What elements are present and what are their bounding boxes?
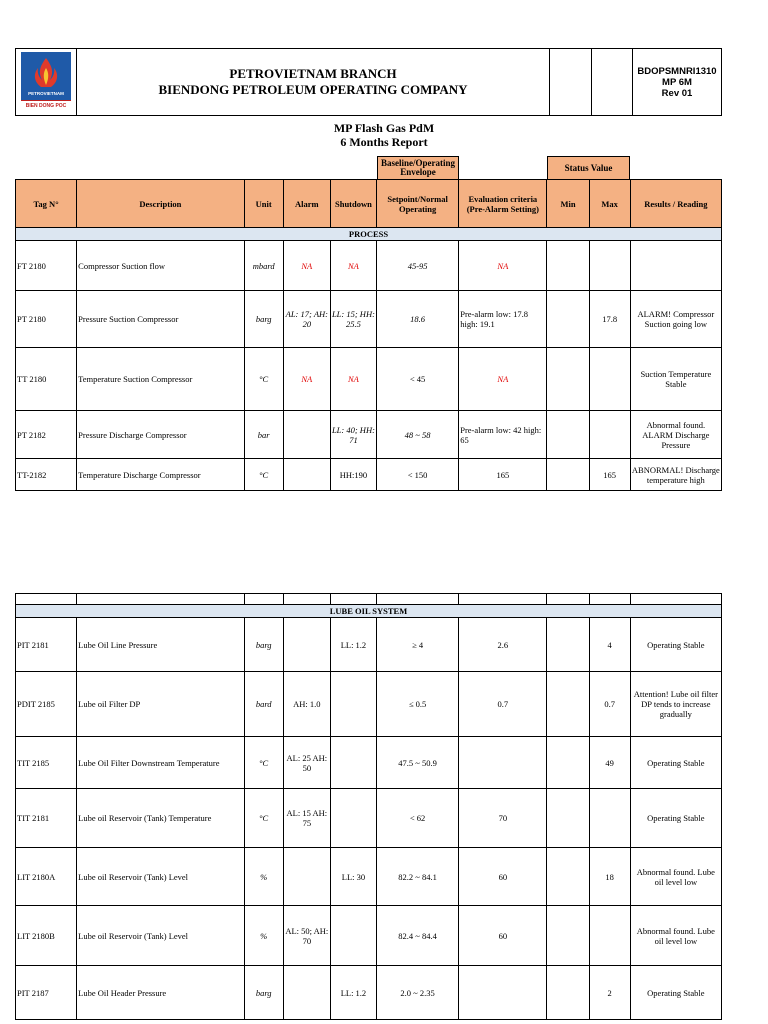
unit-cell: bar (244, 411, 283, 459)
alarm-cell: AL: 25 AH: 50 (283, 737, 330, 789)
doc-revision: Rev 01 (661, 87, 693, 99)
tag-cell: TT 2180 (16, 348, 77, 411)
table-row (16, 848, 722, 906)
shutdown-cell: NA (330, 241, 376, 291)
table-row (16, 241, 722, 291)
section-label-process: PROCESS (16, 228, 722, 241)
description-cell: Lube Oil Filter Downstream Temperature (77, 737, 244, 789)
result-cell: ABNORMAL! Discharge temperature high (630, 459, 721, 491)
evaluation-cell: 60 (459, 848, 547, 906)
description-cell: Pressure Suction Compressor (77, 291, 244, 348)
unit-cell: % (244, 848, 283, 906)
evaluation-cell: Pre-alarm low: 17.8 high: 19.1 (459, 291, 547, 348)
shutdown-cell: LL: 15; HH: 25.5 (330, 291, 376, 348)
evaluation-cell: NA (459, 241, 547, 291)
col-description: Description (77, 180, 244, 228)
min-cell (547, 291, 589, 348)
result-cell: Operating Stable (630, 737, 721, 789)
result-cell: Abnormal found. ALARM Discharge Pressure (630, 411, 721, 459)
max-cell: 18 (589, 848, 630, 906)
col-results: Results / Reading (630, 180, 721, 228)
alarm-cell: NA (283, 348, 330, 411)
company-name (77, 49, 550, 116)
header-blank-1 (550, 49, 592, 116)
alarm-cell (283, 459, 330, 491)
result-cell: Abnormal found. Lube oil level low (630, 848, 721, 906)
description-cell: Lube Oil Line Pressure (77, 618, 244, 672)
min-cell (547, 348, 589, 411)
tag-cell: PIT 2187 (16, 966, 77, 1020)
min-cell (547, 411, 589, 459)
section-row-lube-oil (16, 605, 722, 618)
description-cell: Lube oil Reservoir (Tank) Temperature (77, 789, 244, 848)
evaluation-cell: Pre-alarm low: 42 high: 65 (459, 411, 547, 459)
alarm-cell: AH: 1.0 (283, 672, 330, 737)
flame-icon (21, 52, 71, 92)
process-table (15, 179, 722, 491)
unit-cell: barg (244, 966, 283, 1020)
max-cell (589, 789, 630, 848)
shutdown-cell: LL: 30 (330, 848, 376, 906)
section-row-process (16, 228, 722, 241)
min-cell (547, 672, 589, 737)
result-cell: Abnormal found. Lube oil level low (630, 906, 721, 966)
alarm-cell (283, 618, 330, 672)
shutdown-cell (330, 906, 376, 966)
description-cell: Pressure Discharge Compressor (77, 411, 244, 459)
header-blank-2 (592, 49, 633, 116)
col-min: Min (547, 180, 589, 228)
min-cell (547, 966, 589, 1020)
col-unit: Unit (244, 180, 283, 228)
result-cell: Operating Stable (630, 966, 721, 1020)
unit-cell: °C (244, 789, 283, 848)
evaluation-cell: 70 (459, 789, 547, 848)
alarm-cell (283, 411, 330, 459)
status-group-header: Status Value (547, 156, 630, 180)
tag-cell: PIT 2181 (16, 618, 77, 672)
report-subtitle: 6 Months Report (340, 135, 428, 149)
shutdown-cell: NA (330, 348, 376, 411)
tag-cell: LIT 2180A (16, 848, 77, 906)
evaluation-cell: 2.6 (459, 618, 547, 672)
logo-brand-text: PETROVIETNAM (28, 91, 64, 96)
tag-cell: FT 2180 (16, 241, 77, 291)
unit-cell: °C (244, 737, 283, 789)
min-cell (547, 789, 589, 848)
alarm-cell: AL: 50; AH: 70 (283, 906, 330, 966)
company-line-2: BIENDONG PETROLEUM OPERATING COMPANY (158, 82, 468, 97)
unit-cell: % (244, 906, 283, 966)
min-cell (547, 459, 589, 491)
tag-cell: PT 2182 (16, 411, 77, 459)
logo-subtitle: BIEN DONG POC (21, 100, 71, 112)
result-cell: Attention! Lube oil filter DP tends to increase gradually (630, 672, 721, 737)
max-cell (589, 906, 630, 966)
alarm-cell (283, 848, 330, 906)
logo-cell (16, 49, 77, 116)
description-cell: Lube oil Reservoir (Tank) Level (77, 906, 244, 966)
description-cell: Lube oil Filter DP (77, 672, 244, 737)
lube-oil-table (15, 593, 722, 1020)
alarm-cell: AL: 15 AH: 75 (283, 789, 330, 848)
max-cell (589, 411, 630, 459)
setpoint-cell: < 150 (377, 459, 459, 491)
table-row (16, 348, 722, 411)
setpoint-cell: 82.2 ~ 84.1 (377, 848, 459, 906)
doc-code: BDOPSMNRI1310 (637, 65, 717, 77)
min-cell (547, 737, 589, 789)
shutdown-cell: LL: 1.2 (330, 966, 376, 1020)
shutdown-cell (330, 672, 376, 737)
setpoint-cell: ≥ 4 (377, 618, 459, 672)
col-tag: Tag N° (16, 180, 77, 228)
shutdown-cell (330, 789, 376, 848)
unit-cell: mbard (244, 241, 283, 291)
result-cell (630, 241, 721, 291)
result-cell: ALARM! Compressor Suction going low (630, 291, 721, 348)
evaluation-cell: 165 (459, 459, 547, 491)
col-evaluation: Evaluation criteria (Pre-Alarm Setting) (459, 180, 547, 228)
tag-cell: TIT 2185 (16, 737, 77, 789)
max-cell: 17.8 (589, 291, 630, 348)
unit-cell: barg (244, 291, 283, 348)
min-cell (547, 848, 589, 906)
setpoint-cell: 47.5 ~ 50.9 (377, 737, 459, 789)
section-label-lube-oil: LUBE OIL SYSTEM (16, 605, 722, 618)
document-header (15, 48, 722, 116)
shutdown-cell: LL: 40; HH: 71 (330, 411, 376, 459)
alarm-cell (283, 966, 330, 1020)
result-cell: Operating Stable (630, 789, 721, 848)
document-reference (633, 49, 722, 116)
max-cell (589, 241, 630, 291)
table-row (16, 906, 722, 966)
tag-cell: TIT 2181 (16, 789, 77, 848)
max-cell: 49 (589, 737, 630, 789)
min-cell (547, 906, 589, 966)
max-cell: 165 (589, 459, 630, 491)
unit-cell: barg (244, 618, 283, 672)
table-row (16, 459, 722, 491)
table-row (16, 291, 722, 348)
company-line-1: PETROVIETNAM BRANCH (229, 66, 397, 81)
min-cell (547, 241, 589, 291)
max-cell: 0.7 (589, 672, 630, 737)
setpoint-cell: 48 ~ 58 (377, 411, 459, 459)
evaluation-cell (459, 737, 547, 789)
result-cell: Suction Temperature Stable (630, 348, 721, 411)
evaluation-cell: 0.7 (459, 672, 547, 737)
baseline-group-header: Baseline/Operating Envelope (377, 156, 459, 180)
setpoint-cell: < 45 (377, 348, 459, 411)
unit-cell: °C (244, 459, 283, 491)
table-row (16, 411, 722, 459)
tag-cell: PT 2180 (16, 291, 77, 348)
table-row (16, 966, 722, 1020)
evaluation-cell: NA (459, 348, 547, 411)
max-cell: 4 (589, 618, 630, 672)
setpoint-cell: < 62 (377, 789, 459, 848)
evaluation-cell: 60 (459, 906, 547, 966)
setpoint-cell: 2.0 ~ 2.35 (377, 966, 459, 1020)
col-alarm: Alarm (283, 180, 330, 228)
result-cell: Operating Stable (630, 618, 721, 672)
tag-cell: TT-2182 (16, 459, 77, 491)
description-cell: Compressor Suction flow (77, 241, 244, 291)
min-cell (547, 618, 589, 672)
report-title: MP Flash Gas PdM (333, 121, 435, 135)
col-shutdown: Shutdown (330, 180, 376, 228)
unit-cell: °C (244, 348, 283, 411)
description-cell: Lube oil Reservoir (Tank) Level (77, 848, 244, 906)
col-max: Max (589, 180, 630, 228)
shutdown-cell (330, 737, 376, 789)
doc-type: MP 6M (662, 76, 692, 88)
unit-cell: bard (244, 672, 283, 737)
shutdown-cell: HH:190 (330, 459, 376, 491)
table-row (16, 789, 722, 848)
max-cell (589, 348, 630, 411)
alarm-cell: AL: 17; AH: 20 (283, 291, 330, 348)
blank-header-row (16, 594, 722, 605)
tag-cell: PDIT 2185 (16, 672, 77, 737)
shutdown-cell: LL: 1.2 (330, 618, 376, 672)
setpoint-cell: 45-95 (377, 241, 459, 291)
setpoint-cell: 82.4 ~ 84.4 (377, 906, 459, 966)
table-row (16, 737, 722, 789)
table-row (16, 618, 722, 672)
alarm-cell: NA (283, 241, 330, 291)
company-logo (21, 52, 71, 112)
description-cell: Lube Oil Header Pressure (77, 966, 244, 1020)
column-header-row (16, 180, 722, 228)
max-cell: 2 (589, 966, 630, 1020)
description-cell: Temperature Discharge Compressor (77, 459, 244, 491)
setpoint-cell: ≤ 0.5 (377, 672, 459, 737)
description-cell: Temperature Suction Compressor (77, 348, 244, 411)
tag-cell: LIT 2180B (16, 906, 77, 966)
col-setpoint: Setpoint/Normal Operating (377, 180, 459, 228)
table-row (16, 672, 722, 737)
setpoint-cell: 18.6 (377, 291, 459, 348)
evaluation-cell (459, 966, 547, 1020)
